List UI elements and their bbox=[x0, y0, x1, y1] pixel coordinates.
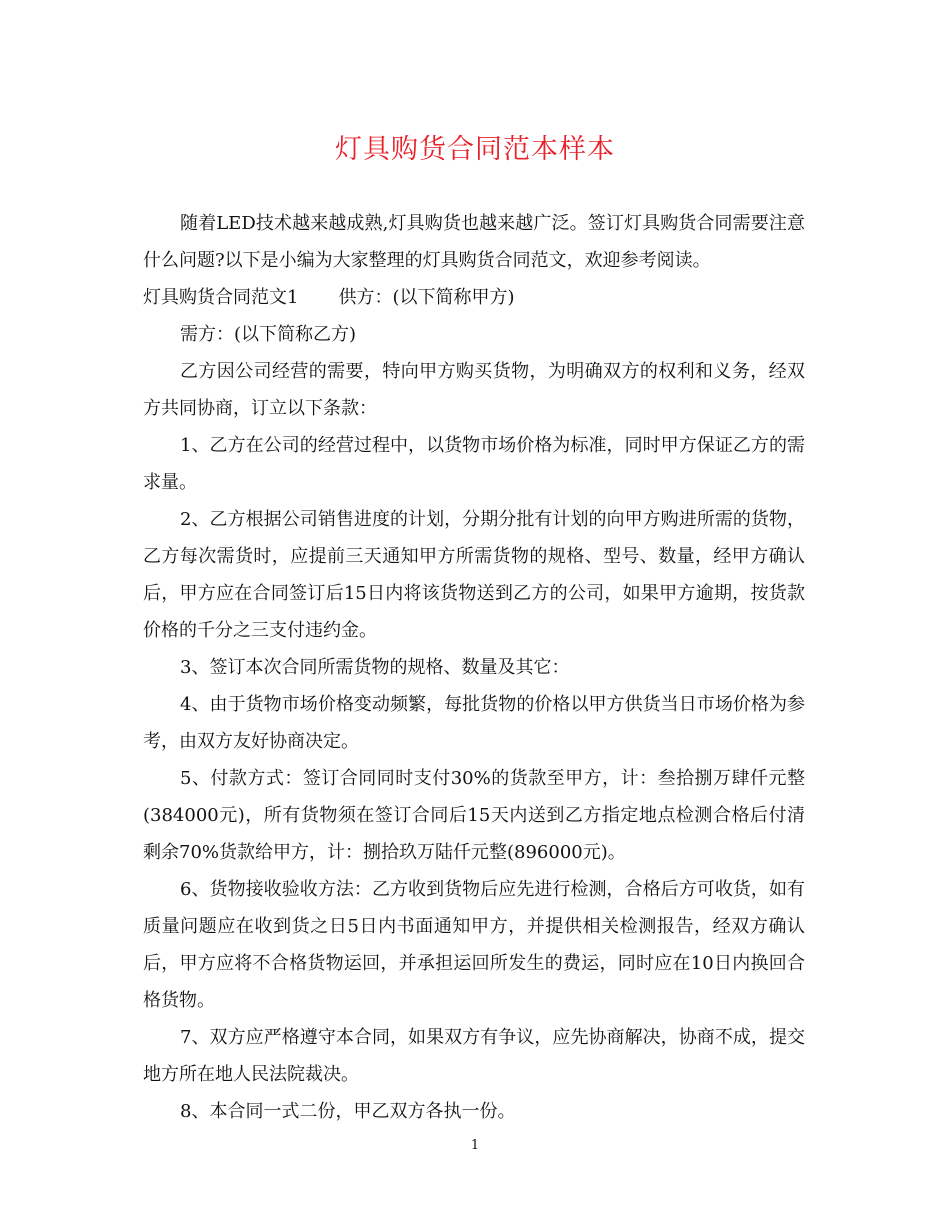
clause-6: 6、货物接收验收方法：乙方收到货物后应先进行检测，合格后方可收货，如有质量问题应在收到货之日5日内书面通知甲方，并提供相关检测报告，经双方确认后，甲方应将不合格货物运回，并承担运回所发生的费运，同时应在10日内换回合格货物。 bbox=[143, 879, 805, 1011]
supplier-line: 供方：(以下简称甲方) bbox=[338, 287, 515, 308]
clause-1: 1、乙方在公司的经营过程中，以货物市场价格为标准，同时甲方保证乙方的需求量。 bbox=[143, 435, 805, 493]
page-number: 1 bbox=[470, 1138, 480, 1153]
clause-7: 7、双方应严格遵守本合同，如果双方有争议，应先协商解决，协商不成，提交地方所在地人民法院裁决。 bbox=[143, 1027, 805, 1085]
clause-4: 4、由于货物市场价格变动频繁，每批货物的价格以甲方供货当日市场价格为参考，由双方友好协商决定。 bbox=[143, 694, 805, 752]
clause-5: 5、付款方式：签订合同同时支付30%的货款至甲方，计：叁拾捌万肆仟元整(384000元)，所有货物须在签订合同后15天内送到乙方指定地点检测合格后付清剩余70%货款给甲方，计：捌拾玖万陆仟元整(896000元)。 bbox=[143, 768, 805, 863]
buyer-line: 需方：(以下简称乙方) bbox=[180, 324, 357, 345]
sample-heading-line bbox=[143, 279, 805, 316]
clause-3: 3、签订本次合同所需货物的规格、数量及其它： bbox=[180, 657, 570, 678]
document-title: 灯具购货合同范本样本 bbox=[335, 134, 615, 165]
preamble-paragraph: 乙方因公司经营的需要，特向甲方购买货物，为明确双方的权利和义务，经双方共同协商，订立以下条款： bbox=[143, 361, 805, 419]
intro-paragraph: 随着LED技术越来越成熟,灯具购货也越来越广泛。签订灯具购货合同需要注意什么问题?以下是小编为大家整理的灯具购货合同范文，欢迎参考阅读。 bbox=[143, 213, 805, 271]
sample-heading: 灯具购货合同范文1 bbox=[143, 287, 299, 308]
clause-2: 2、乙方根据公司销售进度的计划，分期分批有计划的向甲方购进所需的货物，乙方每次需货时，应提前三天通知甲方所需货物的规格、型号、数量，经甲方确认后，甲方应在合同签订后15日内将该货物送到乙方的公司，如果甲方逾期，按货款价格的千分之三支付违约金。 bbox=[143, 509, 805, 641]
document-body bbox=[143, 205, 805, 1130]
clause-8: 8、本合同一式二份，甲乙双方各执一份。 bbox=[180, 1101, 516, 1122]
